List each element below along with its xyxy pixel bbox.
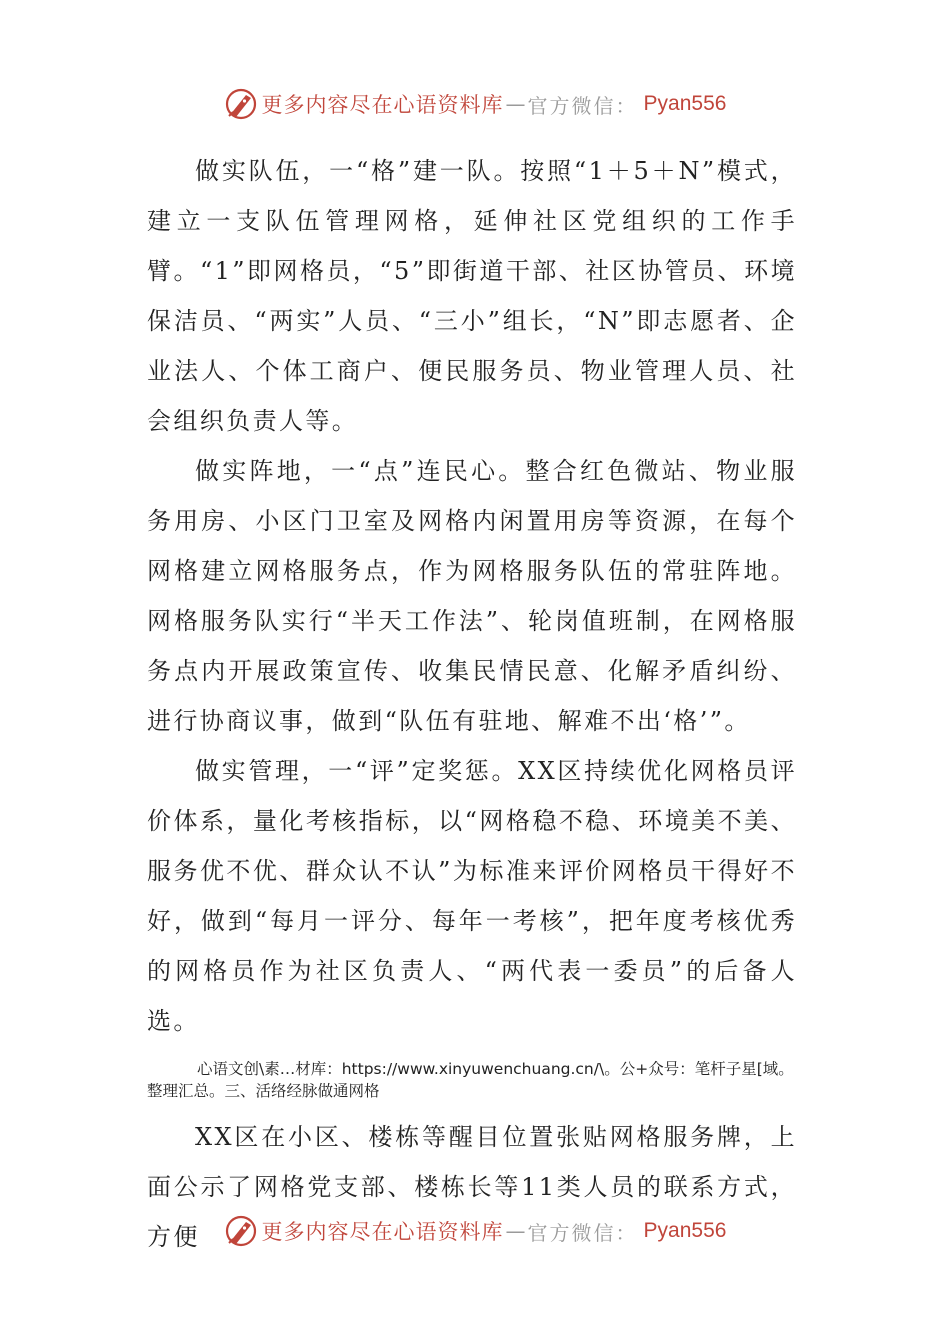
title-dash: — (505, 92, 526, 116)
paragraph-service-sign: XX区在小区、楼栋等醒目位置张贴网格服务牌，上面公示了网格党支部、楼栋长等11类人员的联系方式，方便 (147, 1123, 797, 1251)
paragraph-position: 做实阵地，一“点”连民心。整合红色微站、物业服务用房、小区门卫室及网格内闲置用房等资源，在每个网格建立网格服务点，作为网格服务队伍的常驻阵地。网格服务队实行“半天工作法”、轮岗值班制，在网格服务点内开展政策宣传、收集民情民意、化解矛盾纠纷、进行协商议事，做到“队伍有驻地、解难不出‘格’”。 (147, 457, 797, 735)
paragraph-management: 做实管理，一“评”定奖惩。XX区持续优化网格员评价体系，量化考核指标，以“网格稳不稳、环境美不美、服务优不优、群众认不认”为标准来评价网格员干得好不好，做到“每月一评分、每年一考核”，把年度考核优秀的网格员作为社区负责人、“两代表一委员”的后备人选。 (147, 757, 797, 1035)
wechat-id: Pyan556 (643, 92, 727, 115)
footer-banner (0, 1211, 950, 1251)
pen-nib-logo-icon (224, 1214, 258, 1248)
title-dash: — (505, 1219, 526, 1243)
paragraph-team: 做实队伍，一“格”建一队。按照“1＋5＋N”模式，建立一支队伍管理网格，延伸社区党组织的工作手臂。“1”即网格员，“5”即街道干部、社区协管员、环境保洁员、“两实”人员、“三小”组长，“N”即志愿者、企业法人、个体工商户、便民服务员、物业管理人员、社会组织负责人等。 (147, 157, 797, 435)
source-footnote: 心语文创\素…材库：https://www.xinyuwenchuang.cn/\。公+众号：笔杆子星[域。整理汇总。三、活络经脉做通网格 (147, 1060, 794, 1100)
wechat-label: 官方微信： (527, 93, 638, 118)
header-banner (0, 84, 950, 124)
site-title: 更多内容尽在心语资料库 (261, 1220, 504, 1244)
wechat-label: 官方微信： (527, 1220, 638, 1245)
document-body (147, 146, 797, 1262)
pen-nib-logo-icon (224, 87, 258, 121)
wechat-id: Pyan556 (643, 1219, 727, 1242)
site-title: 更多内容尽在心语资料库 (261, 93, 504, 117)
